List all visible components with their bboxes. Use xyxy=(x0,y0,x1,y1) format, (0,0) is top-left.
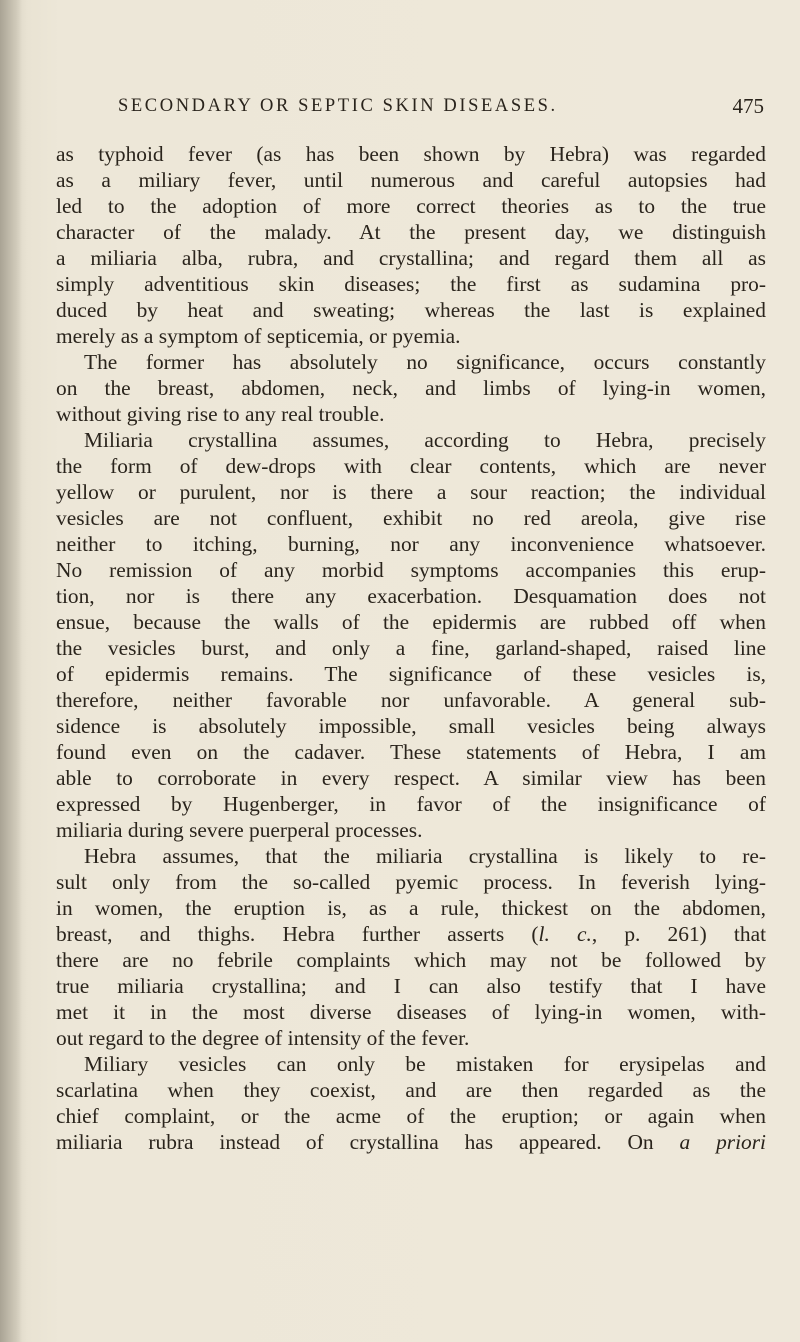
text-line: true miliaria crystallina; and I can also testify that I have xyxy=(56,974,766,998)
text-line: the vesicles burst, and only a fine, garland-shaped, raised line xyxy=(56,636,766,660)
text-line: vesicles are not confluent, exhibit no red areola, give rise xyxy=(56,506,766,530)
text-line: on the breast, abdomen, neck, and limbs of lying-in women, xyxy=(56,376,766,400)
text-segment: miliaria rubra instead of crystallina has appeared. On xyxy=(56,1130,680,1154)
text-line: scarlatina when they coexist, and are then regarded as the xyxy=(56,1078,766,1102)
text-line: sult only from the so-called pyemic process. In feverish lying- xyxy=(56,870,766,894)
text-line: character of the malady. At the present day, we distinguish xyxy=(56,220,766,244)
text-line: in women, the eruption is, as a rule, thickest on the abdomen, xyxy=(56,896,766,920)
text-line: found even on the cadaver. These statements of Hebra, I am xyxy=(56,740,766,764)
body-text xyxy=(56,141,766,1155)
text-line: expressed by Hugenberger, in favor of the insignificance of xyxy=(56,792,766,816)
italic-phrase: a priori xyxy=(679,1130,766,1154)
text-line: as typhoid fever (as has been shown by Hebra) was regarded xyxy=(56,142,766,166)
text-line: therefore, neither favorable nor unfavorable. A general sub- xyxy=(56,688,766,712)
running-head: SECONDARY OR SEPTIC SKIN DISEASES. xyxy=(118,96,558,116)
text-line: yellow or purulent, nor is there a sour reaction; the individual xyxy=(56,480,766,504)
text-line: merely as a symptom of septicemia, or pyemia. xyxy=(56,324,461,348)
text-line: led to the adoption of more correct theories as to the true xyxy=(56,194,766,218)
text-line: a miliaria alba, rubra, and crystallina; and regard them all as xyxy=(56,246,766,270)
text-line: as a miliary fever, until numerous and careful autopsies had xyxy=(56,168,766,192)
paragraph-start-line: Miliaria crystallina assumes, according to Hebra, precisely xyxy=(84,428,766,452)
text-line: without giving rise to any real trouble. xyxy=(56,402,385,426)
text-line: able to corroborate in every respect. A similar view has been xyxy=(56,766,766,790)
paragraph-start-line: Hebra assumes, that the miliaria crystallina is likely to re- xyxy=(84,844,766,868)
spine-shadow xyxy=(0,0,22,1342)
paragraph-start-line: The former has absolutely no significance, occurs constantly xyxy=(84,350,766,374)
page-header xyxy=(118,96,764,126)
paragraph-start-line: Miliary vesicles can only be mistaken for erysipelas and xyxy=(84,1052,766,1076)
text-line: met it in the most diverse diseases of lying-in women, with- xyxy=(56,1000,766,1024)
text-line-with-italic xyxy=(56,1129,766,1155)
text-line: ensue, because the walls of the epidermis are rubbed off when xyxy=(56,610,766,634)
text-segment: breast, and thighs. Hebra further asserts ( xyxy=(56,922,539,946)
text-line: chief complaint, or the acme of the eruption; or again when xyxy=(56,1104,766,1128)
text-line: simply adventitious skin diseases; the first as sudamina pro- xyxy=(56,272,766,296)
text-line: sidence is absolutely impossible, small vesicles being always xyxy=(56,714,766,738)
page-number: 475 xyxy=(732,94,764,118)
text-line-with-citation xyxy=(56,921,766,947)
citation-italic: l. c. xyxy=(538,922,592,946)
text-line: No remission of any morbid symptoms accompanies this erup- xyxy=(56,558,766,582)
text-line: out regard to the degree of intensity of the fever. xyxy=(56,1026,470,1050)
text-line: tion, nor is there any exacerbation. Desquamation does not xyxy=(56,584,766,608)
text-line: duced by heat and sweating; whereas the last is explained xyxy=(56,298,766,322)
text-line: the form of dew-drops with clear contents, which are never xyxy=(56,454,766,478)
text-line: there are no febrile complaints which may not be followed by xyxy=(56,948,766,972)
text-line: miliaria during severe puerperal processes. xyxy=(56,818,423,842)
text-line: of epidermis remains. The significance of these vesicles is, xyxy=(56,662,766,686)
text-line: neither to itching, burning, nor any inconvenience whatsoever. xyxy=(56,532,766,556)
text-segment: , p. 261) that xyxy=(591,922,767,946)
